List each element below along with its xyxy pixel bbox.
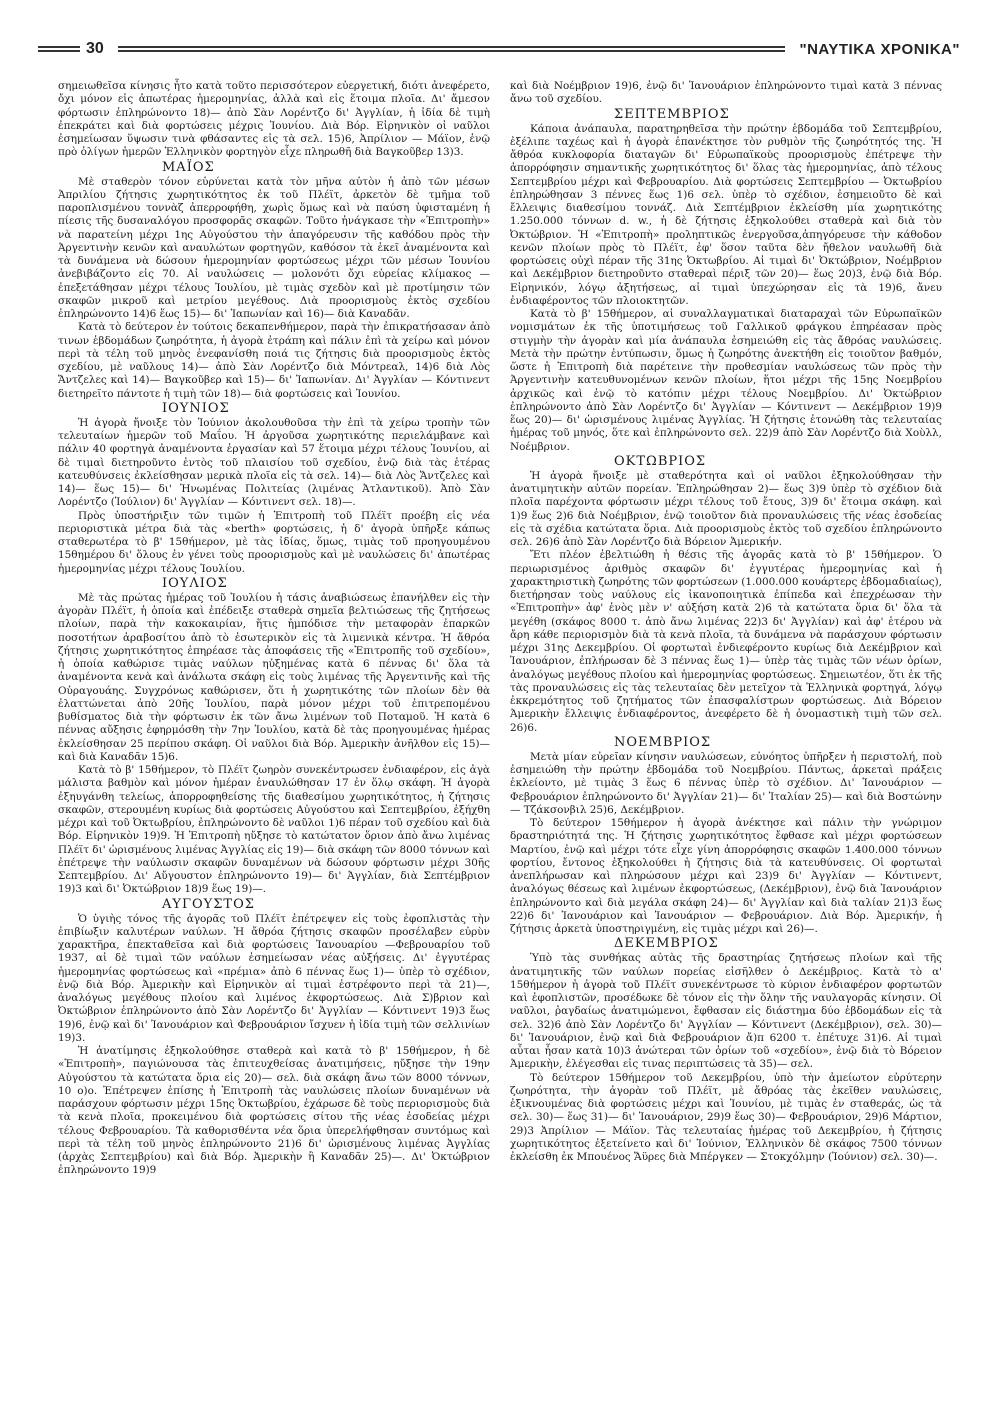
section-heading-october: ΟΚΤΩΒΡΙΟΣ	[614, 453, 707, 469]
paragraph: καὶ διὰ Νοέμβριον 19)6, ἐνῷ δι' Ἰανουάριον ἐπληρώνοντο τιμαὶ κατὰ 3 πέννας ἄνω τοῦ σχεδίου.	[510, 80, 942, 106]
paragraph: Τὸ δεύτερον 15θήμερον τοῦ Δεκεμβρίου, ὑπὸ τὴν ἀμείωτον εὐρύτερην ζωηρότητα, τὴν ἀγορὰν τοῦ Πλέϊτ, μὲ ἄθρόας τὰς ἐκεῖθεν ναυλώσεις, ἐξικνουμένας διὰ φορτώσεις μέχρι καὶ Ἰουνίου, μὲ τιμὰς ἐν σταθεράς, ὡς τὰ σελ. 30)— ἕως 31)— δι' Ἰανουάριον, 29)9 ἕως 30)— Φεβρουάριον, 29)6 Μάρτιον, 29)3 Ἀπρίλιον — Μάϊον. Τὰς τελευταίας ἡμέρας τοῦ Δεκεμβρίου, ἡ ζήτησις χωρητικότητος ἐξετείνετο καὶ δι' Ἰούνιον, Ἑλληνικὸν δὲ σκάφος 7500 τόννων ἐκλείσθη ἐκ Μπουένος Ἄϋρες διὰ Μπέργκεν — Στοκχόλμην (Ἰούνιον) σελ. 30)—.	[510, 1071, 942, 1163]
section-heading-december: ΔΕΚΕΜΒΡΙΟΣ	[614, 936, 719, 952]
paragraph: Μετὰ μίαν εὐρεῖαν κίνησιν ναυλώσεων, εὐνόητος ὑπῆρξεν ἡ περιστολή, ποὺ ἐσημειώθη τὴν πρώτην ἑβδομάδα τοῦ Νοεμβρίου. Πάντως, ἀρκεταὶ πράξεις ἐκλείοντο, μὲ τιμὰς 3 ἕως 6 πέννας ὑπὲρ τὸ σχέδιον. Δι' Ἰανουάριον — Φεβρουάριον ἐπληρώνοντο δι' Ἀγγλίαν 21)— δι' Ἰταλίαν 25)— καὶ διὰ Βοστώνην — Τζάκσονβιλ 25)6, Δεκέμβριον.	[510, 750, 942, 816]
paragraph: Κατὰ τὸ δεύτερον ἐν τούτοις δεκαπενθήμερον, παρὰ τὴν ἐπικρατήσασαν ἀπὸ τινων ἑβδομάδων ζωηρότητα, ἡ ἀγορὰ ἐτράπη καὶ πάλιν ἐπὶ τὰ χείρω καὶ μόνον περὶ τὰ τέλη τοῦ μηνὸς ἐνεφανίσθη ποιά τις ζήτησις διὰ προορισμοὺς ἐκτὸς σχεδίου, μὲ ναῦλους 14)— ἀπὸ Σὰν Λορέντζο διὰ Μόντρεαλ, 14)6 διὰ Λὸς Ἄντζελες καὶ 14)— Βαγκοῦβερ καὶ 15)— δι' Ἰαπωνίαν. Δι' Ἀγγλίαν — Κόντινεντ διετηρεῖτο πάντοτε ἡ τιμὴ τῶν 18)— διὰ φορτώσεις καὶ Ἰουνίου.	[58, 321, 490, 400]
header-rule-middle	[118, 46, 786, 52]
paragraph: Μὲ τὰς πρώτας ἡμέρας τοῦ Ἰουλίου ἡ τάσις ἀναβιώσεως ἐπανήλθεν εἰς τὴν ἀγορὰν Πλέϊτ, ἡ ὁποία καὶ ἐπέδειξε σταθερὰ σημεῖα βελτιώσεως τῆς ζητήσεως πλοίων, παρὰ τὴν κακοκαιρίαν, ἥτις ἠμπόδισε τὴν μεταφορὰν ἐπαρκῶν ποσοτήτων ἀραβοσίτου ἀπὸ τὸ ἐσωτερικὸν εἰς τὰ λιμενικὰ κέντρα. Ἡ ἄθρόα ζήτησις χωρητικότητος ἐπηρέασε τὰς ἀποφάσεις τῆς «Ἐπιτροπῆς τοῦ σχεδίου», ἡ ὁποία καθώρισε τιμὰς ναύλων ηὐξημένας κατὰ 6 πέννας δι' ὅλα τὰ ἀναμένοντα κενὰ καὶ ἀνάλωτα σκάφη εἰς τοὺς λιμένας τῆς Ἀργεντινῆς καὶ τῆς Οὐραγουάης. Συγχρόνως καθώρισεν, ὅτι ἡ χωρητικότης τῶν πλοίων δὲν θὰ ἐλαττώνεται ἀπὸ 20ῆς Ἰουλίου, παρὰ μόνον μέχρι τοῦ ἐπιτρεπομένου βυθίσματος διὰ τὴν φόρτωσιν ἐκ τῶν ἄνω λιμένων τοῦ Ποταμοῦ. Ἡ κατὰ 6 πέννας αὔξησις ἐφηρμόσθη τὴν 7ην Ἰουλίου, κατὰ δὲ τὰς προηγουμένας ἡμέρας ἐκλείσθησαν 25 περίπου σκάφη. Οἱ ναῦλοι διὰ Βόρ. Ἀμερικὴν ἀνῆλθον εἰς 15)— καὶ διὰ Καναδᾶν 15)6.	[58, 591, 490, 763]
left-column	[58, 80, 490, 1178]
paragraph: Κατὰ τὸ β' 15θήμερον, αἱ συναλλαγματικαὶ διαταραχαὶ τῶν Εὐρωπαϊκῶν νομισμάτων ἐκ τῆς ὑποτιμήσεως τοῦ Γαλλικοῦ φράγκου ἐπηρέασαν πρὸς στιγμὴν τὴν ἀγορὰν καὶ μία ἀνάπαυλα ἐσημειώθη εἰς τὰς ἄθρόας ναυλώσεις. Μετὰ τὴν πρώτην ἐντύπωσιν, ὅμως ἡ ζωηρότης ἀνεκτήθη εἰς τοιοῦτον βαθμόν, ὥστε ἡ Ἐπιτροπὴ διὰ παρέτεινε τὴν προθεσμίαν ναυλώσεως τῶν πρὸς τὴν Ἀργεντινὴν κατευθυνομένων κενῶν πλοίων, ἥτοι μέχρι τῆς 15ης Νοεμβρίου ἀρχικῶς καὶ ἐνῷ τὸ κατόπιν μέχρι τέλους Νοεμβρίου. Δι' Ὀκτώβριον ἐπληρώνοντο ἀπὸ Σὰν Λορέντζο δι' Ἀγγλίαν — Κόντινεντ — Δεκέμβριον 19)9 ἕως 20)— δι' ὡρισμένους λιμένας Ἀγγλίας. Ἡ ζήτησις ἐτονώθη τὰς τελευταίας ἡμέρας τοῦ μηνός, ὅτε καὶ ἐπληρώνοντο σελ. 22)9 ἀπὸ Σὰν Λορέντζο διὰ Χοὺλλ, Νοέμβριον.	[510, 308, 942, 453]
paragraph: Πρὸς ὑποστήριξιν τῶν τιμῶν ἡ Ἐπιτροπὴ τοῦ Πλέϊτ προέβη εἰς νέα περιοριστικὰ μέτρα διὰ τὰς «berth» φορτώσεις, ἡ δ' ἀγορὰ ὑπῆρξε κάπως σταθερωτέρα τὸ β' 15θήμερον, μὲ τὰς ἰδίας, ὅμως, τιμὰς τοῦ προηγουμένου 15θημέρου δι' ὅλους ἐν γένει τοὺς προορισμοὺς καὶ μὲ ναυλώσεις δι' ἀπωτέρας ἡμερομηνίας μέχρι τέλους Ἰουλίου.	[58, 509, 490, 575]
paragraph: Ἔτι πλέον ἐβελτιώθη ἡ θέσις τῆς ἀγορᾶς κατὰ τὸ β' 15θήμερον. Ὁ περιωρισμένος ἀριθμὸς σκαφῶν δι' ἐγγυτέρας ἡμερομηνίας καὶ ἡ χαρακτηριστικὴ ζωηρότης τῶν φορτώσεων (1.000.000 κουάρτερς ἑβδομαδιαίως), διετήρησαν τοὺς ναύλους εἰς ἱκανοποιητικὰ ἐπίπεδα καὶ ἐπεχρέωσαν τὴν «Ἐπιτροπὴν» ἀφ' ἑνὸς μὲν ν' αὐξήση κατὰ 2)6 τὰ κατώτατα ὅρια δι' ὅλα τὰ μεγέθη (σκάφος 8000 τ. ἀπὸ ἄνω λιμένας 22)3 δι' Ἀγγλίαν) καὶ ἀφ' ἑτέρου νὰ ἄρη κάθε περιορισμὸν διὰ τὰ κενὰ πλοῖα, τὰ δυνάμενα νὰ παράσχουν φόρτωσιν μέχρι 31ης Δεκεμβρίου. Οἱ φορτωταὶ ἐνδιεφέροντο κυρίως διὰ Δεκέμβριον καὶ Ἰανουάριον, ἐπλήρωσαν δὲ 3 πέννας ἕως 1)— ὑπὲρ τὰς τιμὰς τῶν νέων ὁρίων, ἀναλόγως μεγέθους πλοίου καὶ ἡμερομηνίας φορτώσεως. Σημειωτέον, ὅτι ἐκ τῆς τὰς προναυλώσεις εἰς τὰς τελευταίας δὲν μετεῖχον τὰ Ἑλληνικὰ φορτηγά, λόγῳ ἐκκρεμότητος τοῦ ζητήματος τῶν ἐπασφαλίστρων φορτώσεως. Διὰ Βόρειον Ἀμερικὴν ἔλλειψις ἐνδιαφέροντος, ἀνεφέρετο δὲ ἡ ὀνομαστικὴ τιμὴ τῶν σελ. 26)6.	[510, 549, 942, 734]
paragraph: Τὸ δεύτερον 15θήμερον ἡ ἀγορὰ ἀνέκτησε καὶ πάλιν τὴν γνώριμον δραστηριότητά της. Ἡ ζήτησις χωρητικότητος ἔφθασε καὶ μέχρι φορτώσεων Μαρτίου, ἐνῷ καὶ μέχρι τότε εἶχε γίνη ἀπορρόφησις σκαφῶν 1.400.000 τόννων φορτίου, ἔντονος ἐξηκολούθει ἡ ζήτησις διὰ τὰ κατευθύνσεις. Οἱ φορτωταὶ ἀνεπλήρωσαν καὶ πληρώσουν μέχρι καὶ 23)9 δι' Ἀγγλίαν — Κόντινεντ, ἀναλόγως θέσεως καὶ λιμένων ἐκφορτώσεως, (Δεκέμβριον), ἐνῷ διὰ Ἰανουάριον ἐπληρώνοντο καὶ διὰ μεγάλα σκάφη 24)— δι' Ἀγγλίαν καὶ διὰ ταλίαν 21)3 ἕως 22)6 δι' Ἰανουάριον καὶ Ἰανουάριον — Φεβρουάριον. Διὰ Βόρ. Ἀμερικήν, ἡ ζήτησις ἀρκετὰ ὑποστηριγμένη, εἰς τιμὰς μέχρι καὶ 26)—.	[510, 817, 942, 935]
page-number: 30	[86, 40, 104, 57]
paragraph: σημειωθεῖσα κίνησις ἦτο κατὰ τοῦτο περισσότερον εὐεργετική, διότι ἀνεφέρετο, ὄχι μόνον εἰς ἀπωτέρας ἡμερομηνίας, ἀλλὰ καὶ εἰς ἕτοιμα πλοῖα. Δι' ἄμεσον φόρτωσιν ἐπληρώνοντο 18)— ἀπὸ Σὰν Λορέντζο δι' Ἀγγλίαν, ἡ ἰδία δὲ τιμὴ ἐπεκράτει καὶ διὰ φορτώσεις μέχρις Ἰουνίου. Διὰ Βόρ. Εἰρηνικὸν οἱ ναῦλοι ἐσημείωσαν ὕψωσιν τινὰ φθάσαντες εἰς τὰ σελ. 15)6, Ἀπρίλιον — Μάϊον, ἐνῷ πρὸ ὀλίγων ἡμερῶν Ἑλληνικὸν φορτηγὸν εἶχε πληρωθῆ διὰ Βαγκοῦβερ 13)3.	[58, 80, 490, 159]
paragraph: Κατὰ τὸ β' 15θήμερον, τὸ Πλέϊτ ζωηρὸν συνεκέντρωσεν ἐνδιαφέρον, εἰς ἀγὰ μάλιστα βαθμὸν καὶ μόνον ἡμέραν ἐναυλώθησαν 17 ἐν ὅλῳ σκάφη. Ἡ ἀγορὰ ἐξηυγάνθη τελείως, ἀπορροφηθείσης τῆς διαθεσίμου χωρητικότητος, ἡ ζήτησις σκαφῶν, στερουμένη κυρίως διὰ φορτώσεις Αὐγούστου καὶ Σεπτεμβρίου, ἐξήχθη μέχρι καὶ τοῦ Ὀκτωβρίου, ἐπληρώνοντο δὲ ναῦλοι 1)6 πέραν τοῦ σχεδίου καὶ διὰ Βόρ. Εἰρηνικὸν 19)9. Ἡ Ἐπιτροπὴ ηὔξησε τὸ κατώτατον ὅριον ἀπὸ ἄνω λιμένας Πλέϊτ δι' ὡρισμένους λιμένας Ἀγγλίας εἰς 19)— διὰ σκάφη τῶν 8000 τόννων καὶ ἐπέτρεψε τὴν ναύλωσιν σκαφῶν δυναμένων νὰ δώσουν φόρτωσιν μέχρι 30ῆς Σεπτεμβρίου. Δι' Αὔγουστον ἐπληρώνοντο 19)— δι' Ἀγγλίαν, διὰ Σεπτέμβριον 19)3 καὶ δι' Ὀκτώβριον 18)9 ἕως 19)—.	[58, 764, 490, 896]
paragraph: Ἡ ἀγορὰ ἤνοιξε τὸν Ἰούνιον ἀκολουθοῦσα τὴν ἐπὶ τὰ χείρω τροπὴν τῶν τελευταίων ἡμερῶν τοῦ Μαΐου. Ἡ ἀργοῦσα χωρητικότης περιελάμβανε καὶ πάλιν 40 φορτηγὰ ἀναμένοντα ἐργασίαν καὶ 57 ἕτοιμα μέχρι τέλους Ἰουνίου, αἱ δὲ τιμαὶ διετηροῦντο ἐντὸς τοῦ πλαισίου τοῦ σχεδίου, ἐνῷ διὰ τὰς ἑτέρας κατευθύνσεις ἐκλείσθησαν μερικὰ πλοῖα εἰς τὰ σελ. 14)— διὰ Λὸς Ἄντζελες καὶ 14)— ἕως 15)— δι' Ἡνωμένας Πολιτείας (λιμένας Ἀτλαντικοῦ). Ἀπὸ Σὰν Λορέντζο (Ἰούλιον) δι' Ἀγγλίαν — Κόντινεντ σελ. 18)—.	[58, 416, 490, 509]
paragraph: Ἡ ἀνατίμησις ἐξηκολούθησε σταθερὰ καὶ κατὰ τὸ β' 15θήμερον, ἡ δὲ «Ἐπιτροπὴ», παγιώνουσα τὰς ἐπιτευχθείσας ἀνατιμήσεις, ηὔξησε τὴν 19ην Αὐγούστου τὰ κατώτατα ὅρια εἰς 20)— σελ. διὰ σκάφη ἄνω τῶν 8000 τόννων, 10 ο)ο. Ἐπέτρεψεν ἐπίσης ἡ Ἐπιτροπὴ τὰς ναυλώσεις πλοίων δυναμένων νὰ παράσχουν φόρτωσιν μέχρι 15ης Ὀκτωβρίου, ἐχάρωσε δὲ τοὺς περιορισμοὺς διὰ τὰ κενὰ πλοῖα, προκειμένου διὰ φορτώσεις σίτου τῆς νέας ἐσοδείας μέχρι τέλους Φεβρουαρίου. Τὰ καθορισθέντα νέα ὅρια ὑπερελήφθησαν συντόμως καὶ περὶ τὰ τέλη τοῦ μηνὸς ἐπληρώνοντο 21)6 δι' ὡρισμένους λιμένας Ἀγγλίας (ἀρχὰς Σεπτεμβρίου) καὶ διὰ Βόρ. Ἀμερικὴν ἢ Καναδᾶν 25)—. Δι' Ὀκτώβριον ἐπληρώνοντο 19)9	[58, 1045, 490, 1177]
paragraph: Ὑπὸ τὰς συνθήκας αὐτὰς τῆς δραστηρίας ζητήσεως πλοίων καὶ τῆς ἀνατιμητικῆς τῶν ναύλων πορείας εἰσῆλθεν ὁ Δεκέμβριος. Κατὰ τὸ α' 15θήμερον ἡ ἀγορὰ τοῦ Πλέϊτ συνεκέντρωσε τὸ κύριον ἐνδιαφέρον φορτωτῶν καὶ ἐφοπλιστῶν, προσέδωκε δὲ τόνον εἰς τὴν ὅλην τῆς ναυλαγορᾶς κίνησιν. Οἱ ναῦλοι, ῥαγδαίως ἀνατιμώμενοι, ἔφθασαν εἰς διάστημα δύο ἑβδομάδων εἰς τὰ σελ. 32)6 ἀπὸ Σὰν Λορέντζο δι' Ἀγγλίαν — Κόντινεντ (Δεκέμβριον), σελ. 30)— δι' Ἰανουάριον, ἐνῷ καὶ διὰ Φεβρουάριον ἄ)π 6200 τ. ἐπέτυχε 31)6. Αἱ τιμαὶ αὗται ἦσαν κατὰ 10)3 ἀνώτεραι τῶν ὁρίων τοῦ «σχεδίου», ἐνῷ διὰ τὸ Βόρειον Ἀμερικὴν, ἐλέγεσθαι εἰς τινας περιπτώσεις τὰ 35)— σελ.	[510, 952, 942, 1071]
right-column	[510, 80, 942, 1164]
section-heading-july: ΙΟΥΛΙΟΣ	[162, 575, 228, 591]
publication-title: "ΝΑΥΤΙΚΑ ΧΡΟΝΙΚΑ"	[799, 40, 960, 58]
paragraph: Κάποια ἀνάπαυλα, παρατηρηθεῖσα τὴν πρώτην ἑβδομάδα τοῦ Σεπτεμβρίου, ἐξέλιπε ταχέως καὶ ἡ ἀγορὰ ἐπανέκτησε τὸν ρυθμὸν τῆς ζωηρότητός της. Ἡ ἄθρόα κυκλοφορία διαταγῶν δι' Εὐρωπαϊκοὺς προορισμοὺς ἐπέτρεψε τὴν ἀπορρόφησιν σημαντικῆς χωρητικότητος δι' ὅλας τὰς ἡμερομηνίας, ἀπὸ τέλους Σεπτεμβρίου μέχρι καὶ Φεβρουαρίου. Διὰ φορτώσεις Σεπτεμβρίου — Ὀκτωβρίου ἐπληρώθησαν 3 πέννες ἕως 1)6 σελ. ὑπὲρ τὸ σχέδιον, ἐσημειοῦτο δὲ καὶ ἔλλειψις διαθεσίμου τοννάζ. Διὰ Σεπτέμβριον ἐκλείσθη μία χωρητικότης 1.250.000 τόννων d. w., ἡ δὲ ζήτησις ἐξηκολούθει σταθερὰ καὶ διὰ τὸν Ὀκτώβριον. Ἡ «Ἐπιτροπὴ» προληπτικῶς ἐνεργοῦσα,ἀπηγόρευσε τὴν κάθοδον κενῶν πλοίων πρὸς τὸ Πλέϊτ, ἐφ' ὅσον ταῦτα δὲν ἤθελον ναυλωθῆ διὰ φορτώσεις οὐχὶ πέραν τῆς 31ης Ὀκτωβρίου. Αἱ τιμαὶ δι' Ὀκτώβριον, Νοέμβριον καὶ Δεκέμβριον διετηροῦντο σταθεραὶ πέριξ τῶν 20)— ἕως 20)3, ἐνῷ διὰ Βόρ. Εἰρηνικόν, λόγῳ ἀξητήσεως, αἱ τιμαὶ ὑπεχώρησαν εἰς τὰ 19)6, ἄνευ ἐνδιαφέροντος τῶν πλοιοκτητῶν.	[510, 122, 942, 307]
paragraph: Μὲ σταθερὸν τόνον εὑρύνεται κατὰ τὸν μῆνα αὐτὸν ἡ ἀπὸ τῶν μέσων Ἀπριλίου ζήτησις χωρητικότητος ἐκ τοῦ Πλέϊτ, ἀρκετὸν δὲ τμῆμα τοῦ παροπλισμένου τοννὰζ ἀπερροφήθη, χωρὶς ὅμως καὶ νὰ παύση ὑφισταμένη ἡ πίεσις τῆς δυσαναλόγου προσφορᾶς σκαφῶν. Τοῦτο ἠνάγκασε τὴν «Ἐπιτροπὴν» νὰ παρατείνη μέχρι 1ης Αὐγούστου τὴν ἀπαγόρευσιν τῆς καθόδου πρὸς τὴν Ἀργεντινὴν κενῶν καὶ αναυλώτων φορτηγῶν, καθόσον τὰ ἐκεῖ ἀναμένοντα καὶ τὰ δυνάμενα νὰ δώσουν ἡμερομηνίαν φορτώσεως μέχρι τῶν μέσων Ἰουνίου ἀνεβιβάζοντο εἰς 70. Αἱ ναυλώσεις — μολονότι ὄχι εὐρείας κλίμακος — ἐπεξετάθησαν μέχρι τέλους Ἰουλίου, μὲ τιμὰς σχεδὸν καὶ μὲ προτίμησιν τῶν σκαφῶν μικροῦ καὶ μετρίου μεγέθους. Διὰ προορισμοὺς ἐκτὸς σχεδίου ἐπληρώνοντο 14)6 ἕως 15)— δι' Ἰαπωνίαν καὶ 16)— διὰ Καναδᾶν.	[58, 175, 490, 320]
section-heading-november: ΝΟΕΜΒΡΙΟΣ	[614, 734, 712, 750]
header-rule-left	[38, 46, 80, 52]
page-header	[38, 38, 960, 60]
section-heading-august: ΑΥΓΟΥΣΤΟΣ	[162, 896, 255, 912]
section-heading-may: ΜΑΪΟΣ	[162, 159, 215, 175]
section-heading-september: ΣΕΠΤΕΜΒΡΙΟΣ	[614, 106, 730, 122]
section-heading-june: ΙΟΥΝΙΟΣ	[162, 400, 230, 416]
paragraph: Ἡ ἀγορὰ ἤνοιξε μὲ σταθερότητα καὶ οἱ ναῦλοι ἐξηκολούθησαν τὴν ἀνατιμητικὴν αὐτῶν πορείαν. Ἐπληρώθησαν 2)— ἕως 3)9 ὑπὲρ τὸ σχέδιον διὰ πλοῖα παρέχοντα φόρτωσιν μέχρι τέλους τοῦ ἔτους, 3)9 δι' ἕτοιμα σκάφη. καὶ 1)9 ἕως 2)6 διὰ Νοέμβριον, ἐνῷ τοιοῦτον διὰ προναυλώσεις τῆς νέας ἐσοδείας εἰς τὰ σχέδια κατώτατα ὅρια. Διὰ προορισμοὺς ἐκτὸς τοῦ σχεδίου ἐπληρώνοντο σελ. 26)6 ἀπὸ Σὰν Λορέντζο διὰ Βόρειον Ἀμερικήν.	[510, 469, 942, 548]
paragraph: Ὁ ὑγιὴς τόνος τῆς ἀγορᾶς τοῦ Πλέϊτ ἐπέτρεψεν εἰς τοὺς ἐφοπλιστὰς τὴν ἐπιβίωξιν καλυτέρων ναύλων. Ἡ ἄθρόα ζήτησις σκαφῶν προσέλαβεν εὐρὺν χαρακτῆρα, ἐπεκταθεῖσα καὶ διὰ φορτώσεις Ἰανουαρίου —Φεβρουαρίου τοῦ 1937, αἱ δὲ τιμαὶ τῶν ναύλων ἐσημείωσαν νέας αὐξήσεις. Δι' ἐγγυτέρας ἡμερομηνίας φορτώσεως καὶ «πρέμια» ἀπὸ 6 πέννας ἕως 1)— ὑπὲρ τὸ σχέδιον, ἐνῷ διὰ Βόρ. Ἀμερικὴν καὶ Εἰρηνικὸν αἱ τιμαὶ ἐστρέφοντο περὶ τὰ 21)—, ἀναλόγως μεγέθους πλοίου καὶ λιμένος ἐκφορτώσεως. Διὰ Σ)βριον καὶ Ὀκτώβριον ἐπληρώνοντο ἀπὸ Σὰν Λορέντζο δι' Ἀγγλίαν — Κόντινεντ 19)3 ἕως 19)6, ἐνῷ καὶ δι' Ἰανουάριον καὶ Φεβρουάριον ἴσχυεν ἡ ἰδία τιμὴ τῶν σελλινίων 19)3.	[58, 912, 490, 1044]
